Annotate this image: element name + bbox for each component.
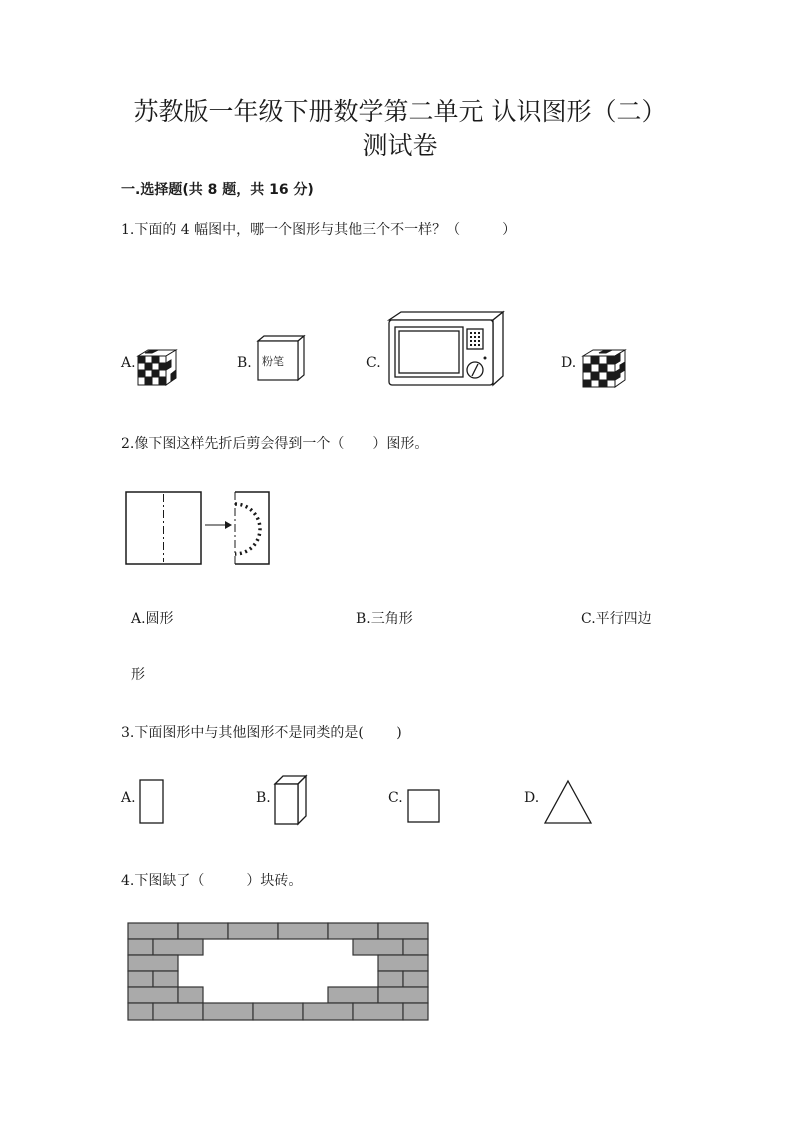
question-2-text: 2.像下图这样先折后剪会得到一个（ ）图形。 <box>121 436 429 452</box>
q3-option-b-label[interactable]: B. <box>256 790 271 806</box>
brick-wall-diagram <box>126 922 432 1026</box>
q1-option-a-label[interactable]: A. <box>121 355 136 371</box>
rubiks-cube-icon <box>581 348 627 390</box>
q1-option-b-label[interactable]: B. <box>237 355 252 371</box>
q3-option-c-label[interactable]: C. <box>388 790 403 806</box>
chalk-box-label: 粉笔 <box>262 355 284 368</box>
q1-option-d-label[interactable]: D. <box>561 355 577 371</box>
rectangle-shape <box>139 779 165 825</box>
square-shape <box>407 789 441 824</box>
q2-option-a[interactable]: A.圆形 <box>131 611 174 627</box>
q2-option-c[interactable]: C.平行四边 <box>581 611 652 627</box>
question-3-text: 3.下面图形中与其他图形不是同类的是( ) <box>121 725 402 741</box>
page-subtitle: 测试卷 <box>362 131 438 160</box>
q3-option-d-label[interactable]: D. <box>524 790 540 806</box>
q3-option-a-label[interactable]: A. <box>121 790 136 806</box>
section-heading: 一.选择题(共 8 题，共 16 分) <box>121 182 314 198</box>
page-title: 苏教版一年级下册数学第二单元 认识图形（二） <box>133 97 667 126</box>
q2-option-b[interactable]: B.三角形 <box>356 611 413 627</box>
triangle-shape <box>543 780 593 825</box>
q2-option-c-wrap: 形 <box>131 667 145 683</box>
fold-cut-diagram <box>125 490 275 566</box>
question-1-text: 1.下面的 4 幅图中，哪一个图形与其他三个不一样？（ ） <box>121 222 517 238</box>
q1-option-c-label[interactable]: C. <box>366 355 381 371</box>
microwave-icon <box>385 310 505 388</box>
rubiks-cube-icon <box>136 348 178 388</box>
question-4-text: 4.下图缺了（ ）块砖。 <box>121 873 303 889</box>
cuboid-shape <box>273 774 309 826</box>
